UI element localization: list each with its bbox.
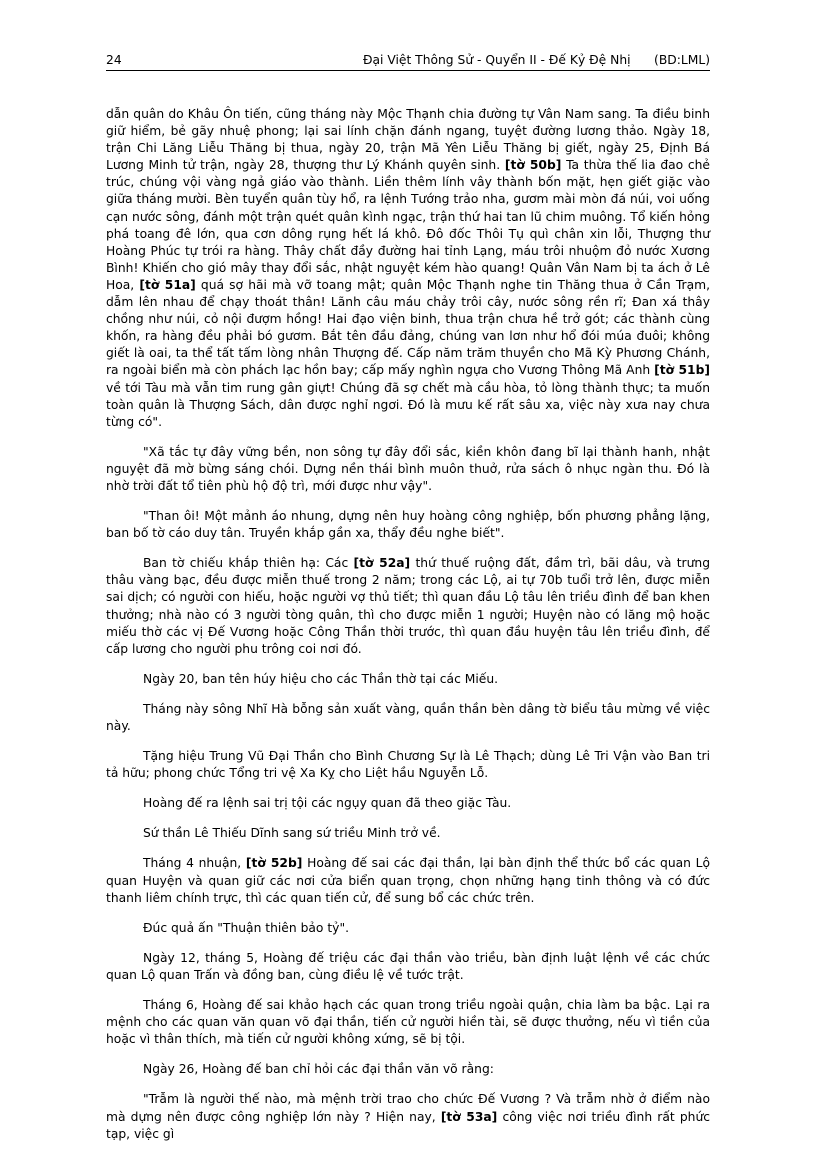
paragraph	[106, 1061, 710, 1078]
text-run: "Than ôi! Một mảnh áo nhung, dựng nên huy hoàng công nghiệp, bốn phương phẳng lặng, ban bố tờ cáo duy tân. Truyền khắp gần xa, thẩy đều nghe biết".	[106, 509, 710, 541]
folio-marker: [tờ 53a]	[440, 1109, 498, 1124]
text-run: "Trẫm là người thế nào, mà mệnh trời trao cho chức Đế Vương ? Và trẫm nhờ ở điểm nào mà dựng nên được công nghiệp lớn này ? Hiện nay,	[106, 1092, 710, 1124]
text-run: về tới Tàu mà vẫn tim rung gân giựt! Chúng đã sợ chết mà cầu hòa, tỏ lòng thành thực; ta muốn toàn quân là Thượng Sách, dân được nghỉ ngơi. Đó là mưu kế rất sâu xa, việc này xưa nay chưa từng có".	[106, 380, 710, 429]
paragraph	[106, 671, 710, 688]
header-code: (BD:LML)	[654, 53, 710, 67]
paragraph	[106, 950, 710, 984]
text-run: Đúc quả ấn "Thuận thiên bảo tỷ".	[143, 920, 350, 935]
page-header	[106, 52, 710, 71]
folio-marker: [tờ 50b]	[504, 158, 562, 173]
text-run: quá sợ hãi mà vỡ toang mật; quân Mộc Thạnh nghe tin Thăng thua ở Cần Trạm, dẫm lên nhau để chạy thoát thân! Lãnh câu máu chảy trôi cây, nước sông rền rĩ; Đan xá thây chồng như núi, cỏ nội đượm hồng! Hai đạo viện binh, thua trận chưa hề trở gót; các thành cùng khốn, ra hàng đều phải bó gươm. Bắt tên đầu đảng, chúng van lơn như hổ đói múa đuôi; không giết là oai, ta thể tất tấm lòng nhân Thượng đế. Cấp năm trăm thuyền cho Mã Kỳ Phương Chánh, ra ngoài biển mà còn phách lạc hồn bay; cấp mấy nghìn ngựa cho Vương Thông Mã Anh	[106, 277, 711, 378]
paragraph	[106, 920, 710, 937]
paragraph	[106, 555, 710, 658]
text-run: Tháng 6, Hoàng đế sai khảo hạch các quan trong triều ngoài quận, chia làm ba bậc. Lại ra mệnh cho các quan văn quan võ đại thần, tiến cử người hiền tài, sẽ được thưởng, nếu vì tiền của hoặc vì thân thích, mà tiến cử người không xứng, sẽ bị tội.	[106, 998, 710, 1047]
text-run: Ban tờ chiếu khắp thiên hạ: Các	[143, 556, 354, 571]
folio-marker: [tờ 51b]	[654, 363, 711, 378]
document-body	[106, 106, 710, 1156]
text-run: Ta thừa thế lia đao chẻ trúc, chúng vội vàng ngả giáo vào thành. Liền thêm lính vây thành bốn mặt, hẹn giết giặc vào giữa tháng mười. Bèn tuyển quân tùy hổ, ra lệnh Tướng trảo nha, gươm mài mòn đá núi, voi uống cạn nước sông, đánh một trận quét quân kình ngạc, trận thứ hai tan lũ chim muông. Tổ kiến hỏng phá toang đê lớn, qua cơn dông rụng hết lá khô. Đô đốc Thôi Tụ quì chân xin lỗi, Thượng thư Hoàng Phúc tự trói ra hàng. Thây chất đầy đường hai tỉnh Lạng, máu trôi nhuộm đỏ nước Xương Bình! Khiến cho gió mây thay đổi sắc, nhật nguyệt kém hào quang! Quân Vân Nam bị ta ách ở Lê Hoa,	[106, 158, 710, 292]
paragraph	[106, 1091, 710, 1142]
paragraph	[106, 444, 710, 495]
text-run: Tháng 4 nhuận,	[143, 856, 246, 871]
header-title	[363, 52, 710, 68]
paragraph	[106, 748, 710, 782]
paragraph	[106, 825, 710, 842]
paragraph	[106, 701, 710, 735]
text-run: thứ thuế ruộng đất, đầm trì, bãi dâu, và trưng thâu vàng bạc, đều được miễn thuế trong 2 năm; trong các Lộ, ai tự 70b tuổi trở lên, được miễn sai dịch; có người con hiếu, hoặc người vợ thủ tiết; thì quan đầu Lộ tâu lên triều đình để ban khen thưởng; nhà nào có 3 người tòng quân, thì cho được miễn 1 người; Huyện nào có lăng mộ hoặc miếu thờ các vị Đế Vương hoặc Công Thần thời trước, thì quan đầu huyện tâu lên triều đình, để cấp lương cho người phu trông coi nơi đó.	[106, 556, 710, 656]
page-number: 24	[106, 53, 122, 67]
text-run: Ngày 12, tháng 5, Hoàng đế triệu các đại thần vào triều, bàn định luật lệnh về các chức quan Lộ quan Trấn và đồng ban, cùng điều lệ về tước trật.	[106, 950, 710, 982]
paragraph	[106, 106, 710, 431]
folio-marker: [tờ 52a]	[353, 556, 411, 571]
paragraph	[106, 795, 710, 812]
text-run: Tháng này sông Nhĩ Hà bỗng sản xuất vàng, quần thần bèn dâng tờ biểu tâu mừng về việc này.	[106, 701, 710, 733]
text-run: Hoàng đế sai các đại thần, lại bàn định thể thức bổ các quan Lộ quan Huyện và quan giữ các nơi cửa biển quan trọng, chọn những hạng tinh thông và có đức thanh liêm chính trực, thì các quan tiến cử, để sung bổ các chức trên.	[106, 856, 711, 905]
paragraph	[106, 997, 710, 1048]
text-run: dẫn quân do Khâu Ôn tiến, cũng tháng này Mộc Thạnh chia đường tự Vân Nam sang. Ta điều binh giữ hiểm, bẻ gãy nhuệ phong; lại sai lính chặn đánh ngang, tuyệt đường lương thảo. Ngày 18, trận Chi Lăng Liễu Thăng bị thua, ngày 20, trận Mã Yên Liễu Thăng bị giết, ngày 25, Định Bá Lương Minh tử trận, ngày 28, thượng thư Lý Khánh quyên sinh.	[106, 107, 710, 173]
text-run: "Xã tắc tự đây vững bền, non sông tự đây đổi sắc, kiền khôn đang bĩ lại thành hanh, nhật nguyệt đã mờ bừng sáng chói. Dựng nền thái bình muôn thuở, rửa sách ô nhục ngàn thu. Đó là nhờ trời đất tổ tiên phù hộ độ trì, mới được như vậy".	[106, 444, 710, 493]
text-run: Sứ thần Lê Thiếu Dĩnh sang sứ triều Minh trở về.	[143, 826, 441, 841]
text-run: Ngày 20, ban tên húy hiệu cho các Thần thờ tại các Miếu.	[143, 671, 499, 686]
text-run: Hoàng đế ra lệnh sai trị tội các ngụy quan đã theo giặc Tàu.	[143, 796, 512, 811]
folio-marker: [tờ 52b]	[245, 856, 303, 871]
paragraph	[106, 855, 710, 906]
book-title: Đại Việt Thông Sử - Quyển II - Đế Kỷ Đệ Nhị	[362, 53, 631, 67]
text-run: Ngày 26, Hoàng đế ban chỉ hỏi các đại thần văn võ rằng:	[143, 1062, 494, 1077]
text-run: công việc nơi triều đình rất phức tạp, việc gì	[106, 1109, 710, 1141]
folio-marker: [tờ 51a]	[139, 277, 196, 292]
text-run: Tặng hiệu Trung Vũ Đại Thần cho Bình Chương Sự là Lê Thạch; dùng Lê Tri Vận vào Ban tri tả hữu; phong chức Tổng tri vệ Xa Kỵ cho Liệt hầu Nguyễn Lỗ.	[106, 749, 710, 781]
paragraph	[106, 508, 710, 542]
